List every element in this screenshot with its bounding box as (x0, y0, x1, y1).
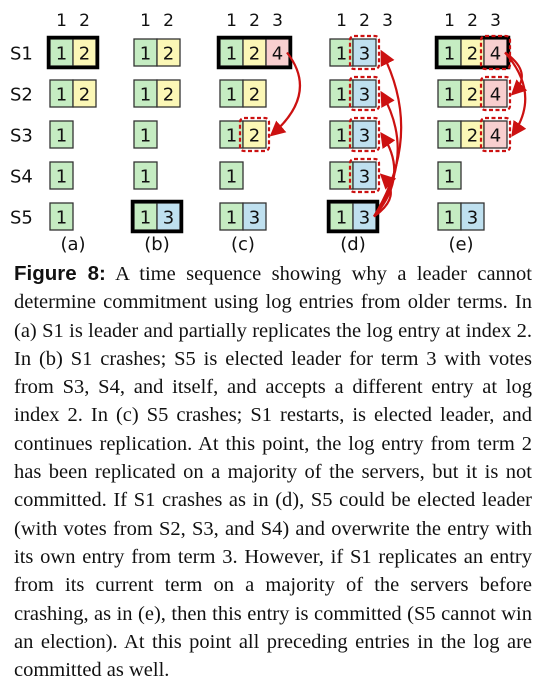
panel-label: (d) (340, 234, 366, 255)
figure-8-diagram (0, 0, 542, 262)
index-label: 3 (272, 11, 283, 31)
log-entry-term: 1 (335, 43, 348, 65)
index-label: 2 (359, 11, 370, 31)
log-entry-term: 1 (139, 207, 152, 229)
panel-label: (b) (144, 234, 170, 255)
log-entry-term: 1 (139, 84, 152, 106)
log-entry-term: 2 (466, 125, 479, 147)
log-entry-term: 2 (78, 84, 91, 106)
log-entry-term: 2 (162, 84, 175, 106)
log-entry-term: 1 (225, 207, 238, 229)
index-label: 2 (249, 11, 260, 31)
panel-c (219, 11, 300, 255)
log-entry-term: 2 (78, 43, 91, 65)
log-entry-term: 4 (489, 84, 502, 106)
log-entry-term: 1 (55, 125, 68, 147)
caption-body: A time sequence showing why a leader cannot determine commitment using log entries from older terms. In (a) S1 is leader and partially replicates the log entry at index 2. In (b) S1 crashes; S5 is elected leader for term 3 with votes from S3, S4, and itself, and accepts a different entry at log index 2. In (c) S5 crashes; S1 restarts, is elected leader, and continues replication. At this point, the log entry from term 2 has been replicated on a majority of the servers, but it is not committed. If S1 crashes as in (d), S5 could be elected leader (with votes from S2, S3, and S4) and overwrite the entry with its own entry from term 3. However, if S1 replicates an entry from its current term on a majority of the servers before crashing, as in (e), then this entry is committed (S5 cannot win an election). At this point all preceding entries in the log are committed as well. (14, 263, 532, 682)
log-entry-term: 2 (466, 43, 479, 65)
panel-label: (e) (448, 234, 474, 255)
server-label: S5 (10, 207, 33, 229)
log-entry-term: 1 (443, 43, 456, 65)
index-label: 2 (79, 11, 90, 31)
log-entry-term: 1 (225, 84, 238, 106)
log-entry-term: 4 (489, 125, 502, 147)
index-label: 2 (467, 11, 478, 31)
log-entry-term: 1 (335, 84, 348, 106)
log-entry-term: 4 (271, 43, 284, 65)
index-label: 1 (140, 11, 151, 31)
log-entry-term: 3 (162, 207, 175, 229)
log-entry-term: 3 (358, 84, 371, 106)
log-entry-term: 2 (248, 125, 261, 147)
index-label: 1 (56, 11, 67, 31)
panel-b (133, 11, 182, 255)
index-label: 1 (226, 11, 237, 31)
log-entry-term: 2 (466, 84, 479, 106)
log-entry-term: 1 (55, 166, 68, 188)
index-label: 3 (490, 11, 501, 31)
log-entry-term: 1 (335, 166, 348, 188)
figure-caption (14, 260, 532, 684)
log-entry-term: 3 (358, 207, 371, 229)
log-entry-term: 3 (358, 43, 371, 65)
server-label: S3 (10, 125, 33, 147)
panels (49, 11, 526, 255)
log-entry-term: 1 (139, 125, 152, 147)
index-label: 3 (382, 11, 393, 31)
panel-label: (c) (231, 234, 255, 255)
index-label: 1 (336, 11, 347, 31)
panel-label: (a) (60, 234, 86, 255)
log-entry-term: 1 (335, 125, 348, 147)
panel-e (437, 11, 526, 255)
server-label: S2 (10, 84, 33, 106)
log-entry-term: 4 (489, 43, 502, 65)
log-entry-term: 2 (248, 43, 261, 65)
panel-a (49, 11, 98, 255)
log-entry-term: 1 (443, 125, 456, 147)
log-entry-term: 2 (162, 43, 175, 65)
log-entry-term: 1 (335, 207, 348, 229)
log-entry-term: 3 (248, 207, 261, 229)
log-entry-term: 1 (55, 43, 68, 65)
log-entry-term: 2 (248, 84, 261, 106)
server-label: S4 (10, 166, 33, 188)
log-entry-term: 1 (225, 43, 238, 65)
log-entry-term: 1 (225, 125, 238, 147)
log-entry-term: 1 (443, 84, 456, 106)
server-labels (10, 44, 33, 229)
caption-lead: Figure 8: (14, 262, 106, 285)
log-entry-term: 1 (55, 207, 68, 229)
log-entry-term: 1 (139, 43, 152, 65)
log-entry-term: 3 (358, 166, 371, 188)
panel-d (329, 11, 402, 255)
log-entry-term: 1 (225, 166, 238, 188)
log-entry-term: 3 (466, 207, 479, 229)
log-entry-term: 1 (139, 166, 152, 188)
index-label: 1 (444, 11, 455, 31)
log-entry-term: 1 (443, 166, 456, 188)
index-label: 2 (163, 11, 174, 31)
log-entry-term: 3 (358, 125, 371, 147)
log-entry-term: 1 (55, 84, 68, 106)
server-label: S1 (10, 43, 33, 65)
log-entry-term: 1 (443, 207, 456, 229)
